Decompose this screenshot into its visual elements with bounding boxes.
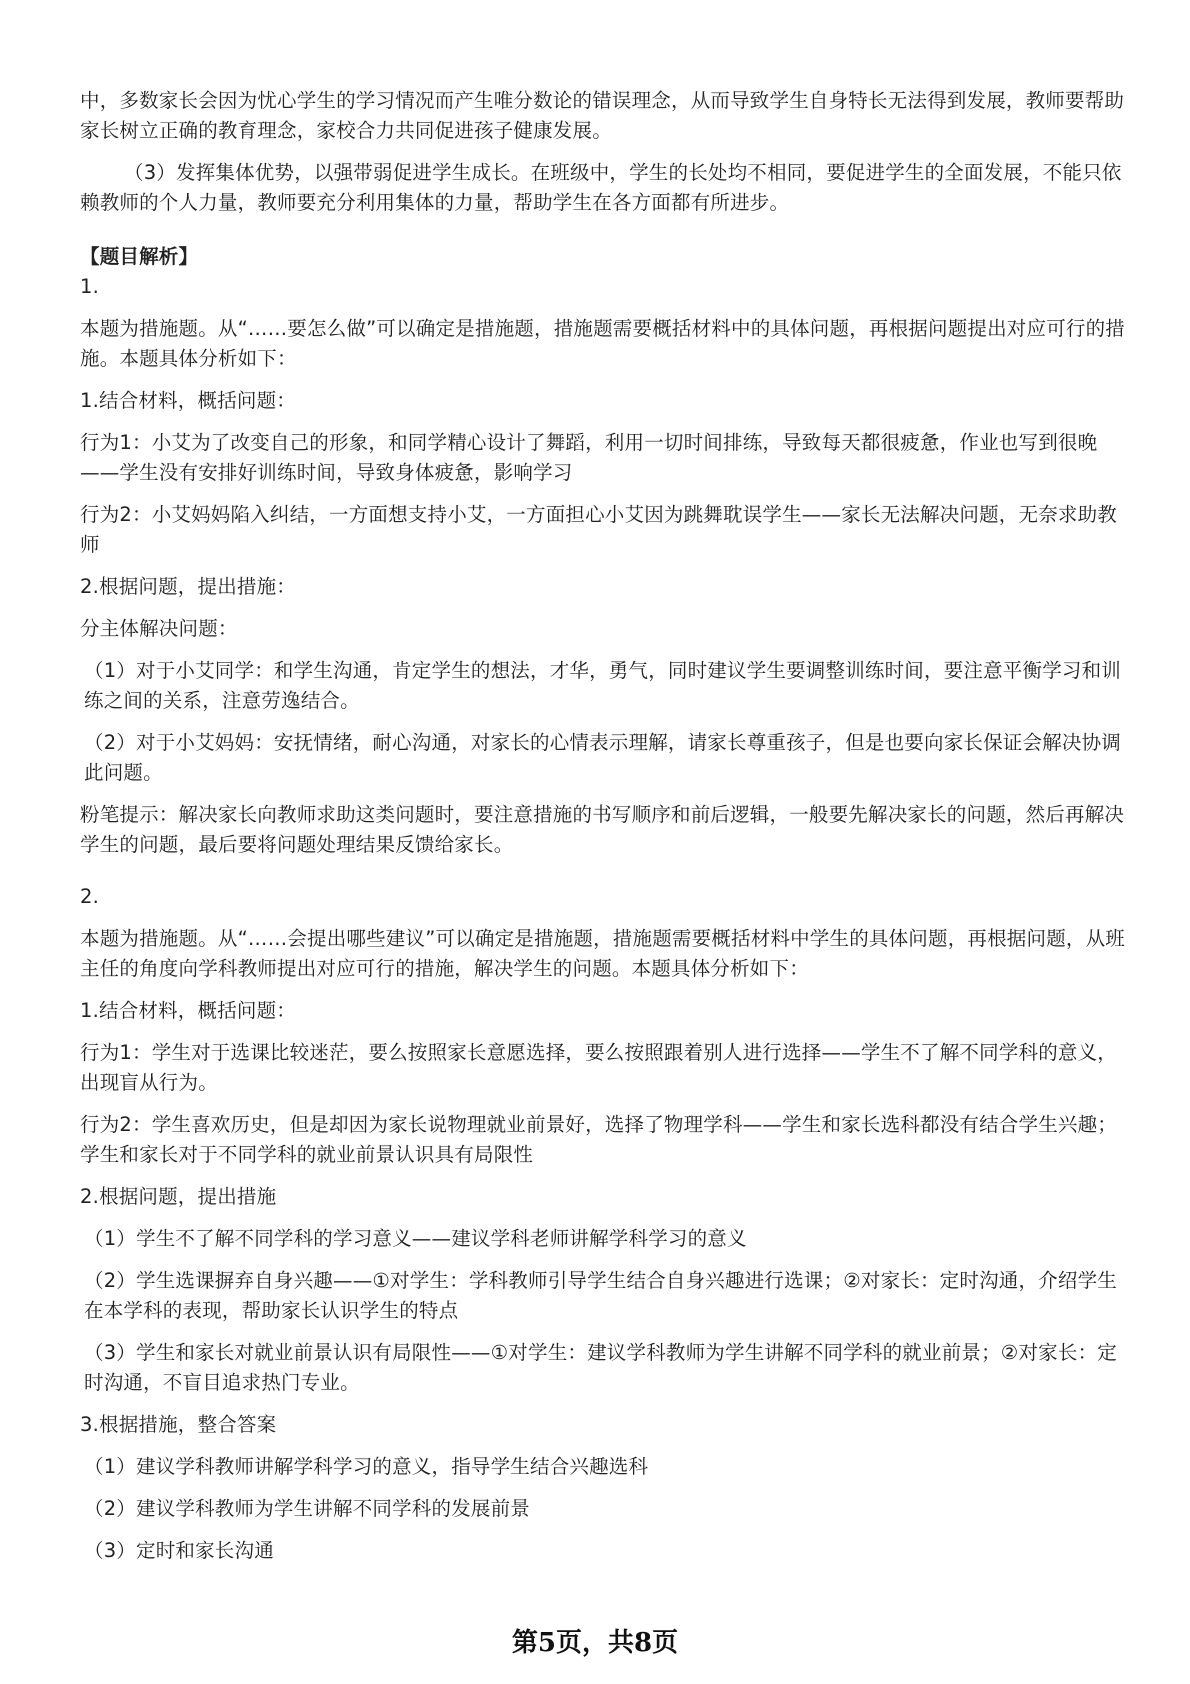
section-heading: 【题目解析】 — [80, 245, 199, 268]
paragraph: 行为1：学生对于选课比较迷茫，要么按照家长意愿选择，要么按照跟着别人进行选择——学生不了解不同学科的意义，出现盲从行为。 — [80, 1041, 1118, 1094]
list-item: （1）建议学科教师讲解学科学习的意义，指导学生结合兴趣选科 — [84, 1455, 649, 1478]
list-item: （1）对于小艾同学：和学生沟通，肯定学生的想法，才华，勇气，同时建议学生要调整训练时间，要注意平衡学习和训练之间的关系，注意劳逸结合。 — [84, 659, 1122, 712]
paragraph: 2.根据问题，提出措施 — [80, 1185, 277, 1208]
paragraph-continuation: 中，多数家长会因为忧心学生的学习情况而产生唯分数论的错误理念，从而导致学生自身特长无法得到发展，教师要帮助家长树立正确的教育理念，家校合力共同促进孩子健康发展。 — [80, 89, 1125, 142]
list-item: （2）对于小艾妈妈：安抚情绪，耐心沟通，对家长的心情表示理解，请家长尊重孩子，但是也要向家长保证会解决协调此问题。 — [84, 731, 1122, 784]
paragraph-point-3: （3）发挥集体优势，以强带弱促进学生成长。在班级中，学生的长处均不相同，要促进学生的全面发展，不能只依赖教师的个人力量，教师要充分利用集体的力量，帮助学生在各方面都有所进步。 — [80, 161, 1122, 214]
list-item: （2）建议学科教师为学生讲解不同学科的发展前景 — [84, 1497, 531, 1520]
paragraph: 分主体解决问题： — [80, 617, 238, 640]
document-body — [80, 86, 1130, 1566]
page-number-footer: 第5页，共8页 — [511, 1628, 679, 1658]
list-item: （3）学生和家长对就业前景认识有局限性——①对学生：建议学科教师为学生讲解不同学科的就业前景；②对家长：定时沟通，不盲目追求热门专业。 — [84, 1341, 1117, 1394]
paragraph: 3.根据措施，整合答案 — [80, 1413, 277, 1436]
paragraph: 1.结合材料，概括问题： — [80, 999, 297, 1022]
tip-paragraph: 粉笔提示：解决家长向教师求助这类问题时，要注意措施的书写顺序和前后逻辑，一般要先解决家长的问题，然后再解决学生的问题，最后要将问题处理结果反馈给家长。 — [80, 803, 1125, 856]
paragraph: 2.根据问题，提出措施： — [80, 575, 297, 598]
paragraph: 本题为措施题。从“……会提出哪些建议”可以确定是措施题，措施题需要概括材料中学生的具体问题，再根据问题，从班主任的角度向学科教师提出对应可行的措施，解决学生的问题。本题具体分析如下： — [80, 927, 1126, 980]
list-item: （1）学生不了解不同学科的学习意义——建议学科老师讲解学科学习的意义 — [84, 1227, 747, 1250]
paragraph: 1.结合材料，概括问题： — [80, 389, 297, 412]
list-item: （2）学生选课摒弃自身兴趣——①对学生：学科教师引导学生结合自身兴趣进行选课；②对家长：定时沟通，介绍学生在本学科的表现，帮助家长认识学生的特点 — [84, 1269, 1117, 1322]
paragraph: 行为1：小艾为了改变自己的形象，和同学精心设计了舞蹈，利用一切时间排练，导致每天都很疲惫，作业也写到很晚——学生没有安排好训练时间，导致身体疲惫，影响学习 — [80, 431, 1098, 484]
paragraph: 行为2：小艾妈妈陷入纠结，一方面想支持小艾，一方面担心小艾因为跳舞耽误学生——家长无法解决问题，无奈求助教师 — [80, 503, 1118, 556]
paragraph: 本题为措施题。从“……要怎么做”可以确定是措施题，措施题需要概括材料中的具体问题，再根据问题提出对应可行的措施。本题具体分析如下： — [80, 317, 1126, 370]
list-item: （3）定时和家长沟通 — [84, 1539, 274, 1562]
question-number: 2. — [80, 885, 100, 908]
paragraph: 行为2：学生喜欢历史，但是却因为家长说物理就业前景好，选择了物理学科——学生和家长选科都没有结合学生兴趣；学生和家长对于不同学科的就业前景认识具有局限性 — [80, 1113, 1118, 1166]
question-number: 1. — [80, 275, 100, 298]
